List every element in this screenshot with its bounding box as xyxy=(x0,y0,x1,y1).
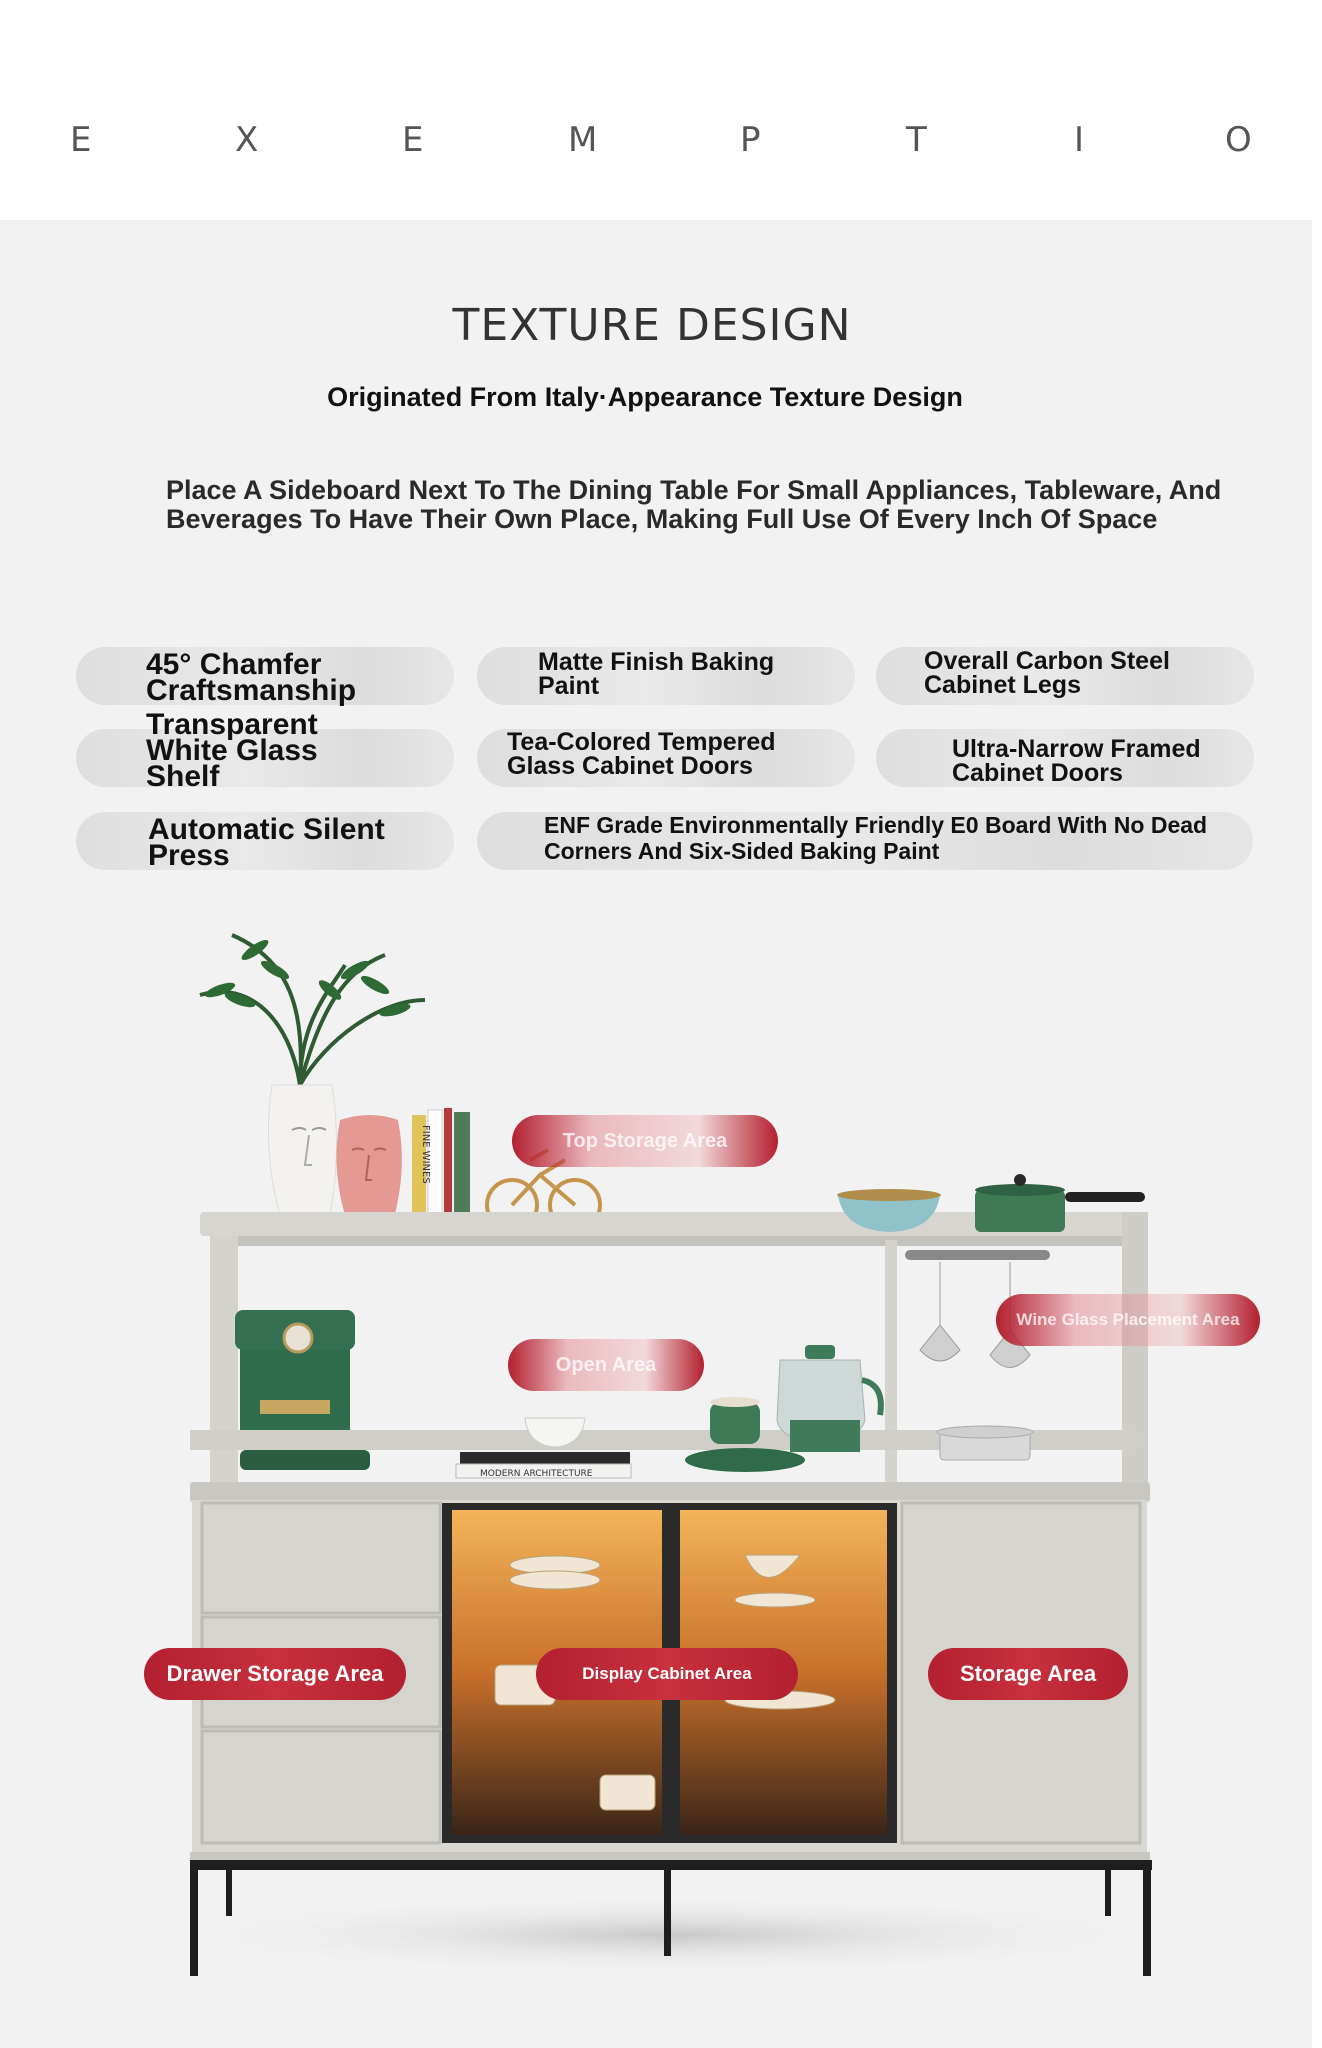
book-spine-text: FINE WINES xyxy=(420,1125,431,1184)
vase-icon xyxy=(268,1085,401,1225)
feature-narrow-doors: Ultra-Narrow Framed Cabinet Doors xyxy=(952,735,1201,787)
section-title: TEXTURE DESIGN xyxy=(452,300,852,351)
feature-matte: Matte Finish Baking Paint xyxy=(538,648,775,700)
brand-letter: X xyxy=(235,120,259,160)
book-stack-icon xyxy=(456,1452,631,1479)
feature-chamfer: 45° Chamfer Craftsmanship xyxy=(146,648,357,707)
brand-letter: E xyxy=(70,120,92,160)
feature-silent-press: Automatic Silent Press xyxy=(148,813,385,872)
brand-letter: O xyxy=(1225,120,1252,160)
section-subtitle: Originated From Italy·Appearance Texture Design xyxy=(327,382,963,412)
feature-enf-board: ENF Grade Environmentally Friendly E0 Board With No Dead Corners And Six-Sided Baking Paint xyxy=(544,812,1208,864)
open-area-badge: Open Area xyxy=(508,1339,704,1391)
brand-letter: P xyxy=(740,120,761,160)
feature-legs: Overall Carbon Steel Cabinet Legs xyxy=(924,647,1170,699)
book-title-text: MODERN ARCHITECTURE xyxy=(480,1469,593,1479)
wine-glass-area-badge: Wine Glass Placement Area xyxy=(996,1294,1260,1346)
plates-icon xyxy=(937,1426,1033,1460)
storage-area-badge: Storage Area xyxy=(928,1648,1128,1700)
feature-glass-shelf: Transparent White Glass Shelf xyxy=(146,708,318,793)
feature-tea-doors: Tea-Colored Tempered Glass Cabinet Doors xyxy=(507,728,776,780)
brand-letter: I xyxy=(1074,120,1085,160)
section-description: Place A Sideboard Next To The Dining Table For Small Appliances, Tableware, And Beverages To Have Their Own Place, Making Full Use Of Every Inch Of Space xyxy=(166,475,1222,534)
drawer-storage-area-badge: Drawer Storage Area xyxy=(144,1648,406,1700)
brand-letter: M xyxy=(568,120,598,160)
top-storage-area-badge: Top Storage Area xyxy=(512,1115,778,1167)
plant-icon xyxy=(200,935,425,1085)
brand-letter: E xyxy=(402,120,424,160)
display-cabinet-area-badge: Display Cabinet Area xyxy=(536,1648,798,1700)
brand-letter: T xyxy=(906,120,927,160)
